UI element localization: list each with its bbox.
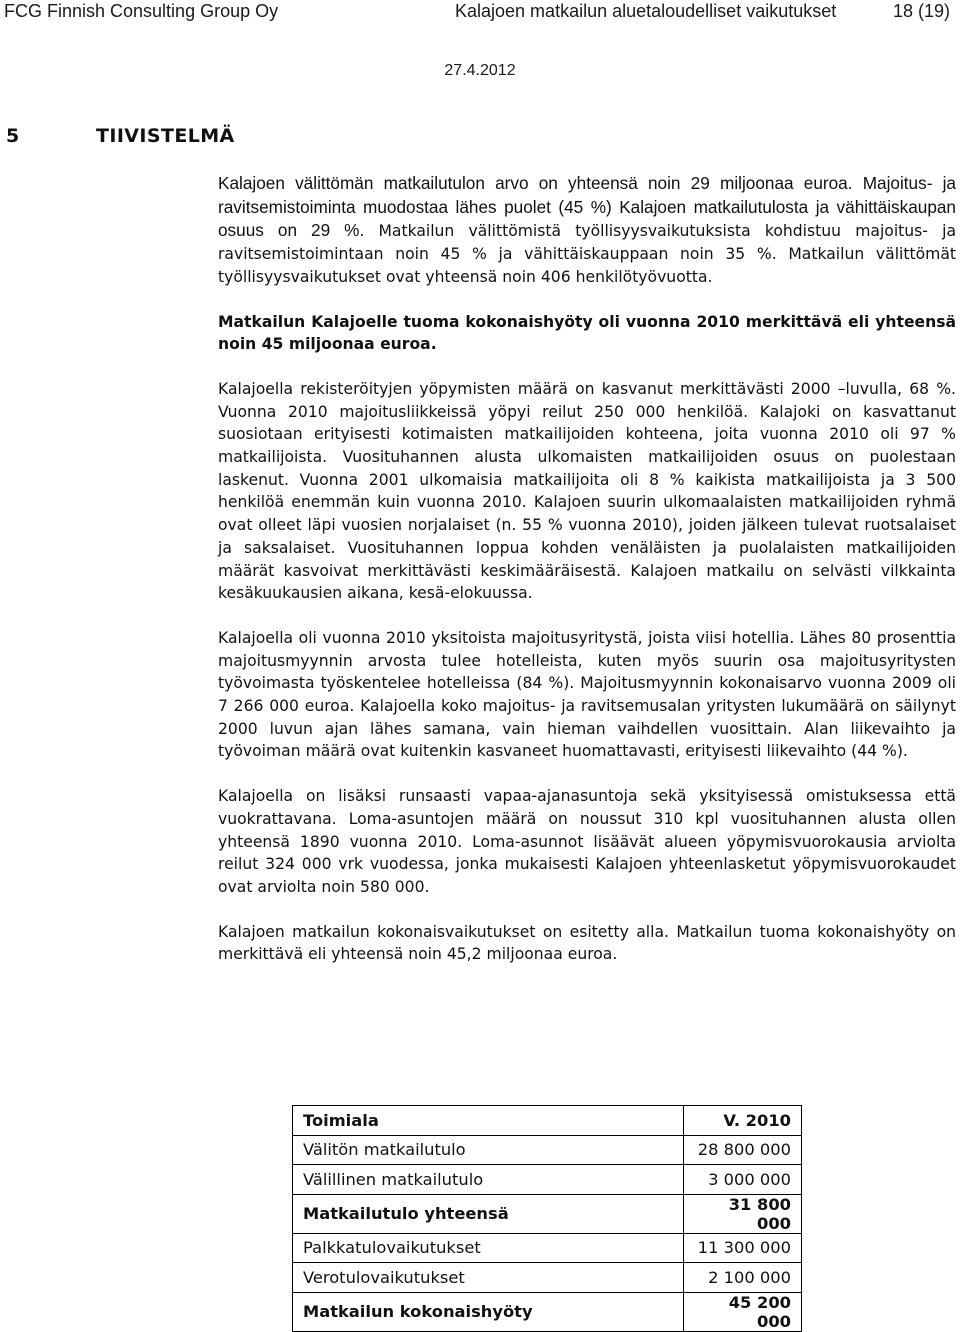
row-label: Matkailun kokonaishyöty — [293, 1292, 684, 1331]
row-label: Välillinen matkailutulo — [293, 1165, 684, 1195]
table-header-row — [293, 1106, 802, 1136]
section-heading — [6, 125, 235, 147]
page-number: 18 (19) — [893, 1, 951, 21]
row-value: 3 000 000 — [684, 1165, 802, 1195]
row-label: Matkailutulo yhteensä — [293, 1194, 684, 1233]
paragraph-total-impact: Kalajoen matkailun kokonaisvaikutukset on esitetty alla. Matkailun tuoma kokonaishyöty on merkittävä eli yhteensä noin 45,2 miljoonaa euroa. — [218, 922, 956, 964]
section-number: 5 — [6, 125, 20, 147]
impact-table — [292, 1105, 802, 1332]
table-header-cell: Toimiala — [293, 1106, 684, 1136]
document-date: 27.4.2012 — [444, 62, 516, 79]
paragraph-total-benefit: Matkailun Kalajoelle tuoma kokonaishyöty oli vuonna 2010 merkittävä eli yhteensä noin 45 miljoonaa euroa. — [218, 312, 956, 354]
paragraph-rest: Matkailun välittömistä työllisyysvaikutuksista kohdistuu majoitus- ja ravitsemistoimintaan noin 45 % ja vähittäiskauppaan noin 35 %. Matkailun välittömät työllisyysvaikutukset ovat yhteensä noin 406 henkilötyövuotta. — [218, 222, 957, 286]
document-title: Kalajoen matkailun aluetaloudelliset vaikutukset — [455, 1, 837, 21]
row-label: Palkkatulovaikutukset — [293, 1233, 684, 1263]
paragraph-lead: Kalajoen välittömän matkailutulon arvo on yhteensä noin 29 miljoonaa euroa. Majoitus- ja ravitsemistoiminta muodostaa lähes puolet (45 %) Kalajoen matkailutulosta ja vähittäiskaupan osuus on 29 %. — [218, 173, 956, 241]
page-header — [0, 0, 960, 86]
table-row — [293, 1263, 802, 1293]
table-row — [293, 1292, 802, 1331]
paragraph-holiday-homes: Kalajoella on lisäksi runsaasti vapaa-ajanasuntoja sekä yksityisessä omistuksessa että vuokrattavana. Loma-asuntojen määrä on noussut 310 kpl vuosituhannen alusta ollen yhteensä 1890 vuonna 2010. Loma-asunnot lisäävät alueen yöpymisvuorokausia arviolta reilut 324 000 vrk vuodessa, jonka mukaisesti Kalajoen yhteenlasketut yöpymisvuorokaudet ovat arviolta noin 580 000. — [218, 787, 956, 896]
table-row — [293, 1165, 802, 1195]
row-value: 31 800 000 — [684, 1194, 802, 1233]
row-value: 2 100 000 — [684, 1263, 802, 1293]
paragraph-tourism-income — [218, 172, 956, 289]
table-row — [293, 1135, 802, 1165]
row-label: Verotulovaikutukset — [293, 1263, 684, 1293]
table-row — [293, 1194, 802, 1233]
company-name: FCG Finnish Consulting Group Oy — [4, 1, 279, 21]
table-row — [293, 1233, 802, 1263]
row-value: 45 200 000 — [684, 1292, 802, 1331]
impact-table-container — [292, 1105, 802, 1332]
summary-body — [218, 172, 956, 988]
paragraph-overnight-stays: Kalajoella rekisteröityjen yöpymisten määrä on kasvanut merkittävästi 2000 –luvulla, 68 %. Vuonna 2010 majoitusliikkeissä yöpyi reilut 250 000 henkilöä. Kalajoki on kasvattanut suosiotaan erityisesti kotimaisten matkailijoiden kohteena, joita vuonna 2010 oli 97 % matkailijoista. Vuosituhannen alusta ulkomaisten matkailijoiden osuus on puolestaan laskenut. Vuonna 2001 ulkomaisia matkailijoita oli 8 % kaikista matkailijoista ja 3 500 henkilöä enemmän kuin vuonna 2010. Kalajoen suurin ulkomaalaisten matkailijoiden ryhmä ovat olleet läpi vuosien norjalaiset (n. 55 % vuonna 2010), joiden jälkeen tulevat ruotsalaiset ja saksalaiset. Vuosituhannen loppua kohden venäläisten ja puolalaisten matkailijoiden määrät kasvoivat merkittävästi keskimääräisestä. Kalajoen matkailu on selvästi vilkkainta kesäkuukausien aikana, kesä-elokuussa. — [218, 379, 956, 603]
section-title: TIIVISTELMÄ — [96, 125, 235, 147]
row-label: Välitön matkailutulo — [293, 1135, 684, 1165]
table-header-cell: V. 2010 — [684, 1106, 802, 1136]
row-value: 28 800 000 — [684, 1135, 802, 1165]
paragraph-accommodation: Kalajoella oli vuonna 2010 yksitoista majoitusyritystä, joista viisi hotellia. Lähes 80 prosenttia majoitusmyynnin arvosta tulee hotelleista, kuten myös suurin osa majoitusyritysten työvoimasta työskentelee hotelleissa (84 %). Majoitusmyynnin kokonaisarvo vuonna 2009 oli 7 266 000 euroa. Kalajoella koko majoitus- ja ravitsemusalan yritysten lukumäärä on säilynyt 2000 luvun ajan lähes samana, vain hieman vaihdellen vuosittain. Alan liikevaihto ja työvoiman määrä ovat kuitenkin kasvaneet huomattavasti, erityisesti liikevaihto (44 %). — [218, 628, 956, 761]
row-value: 11 300 000 — [684, 1233, 802, 1263]
